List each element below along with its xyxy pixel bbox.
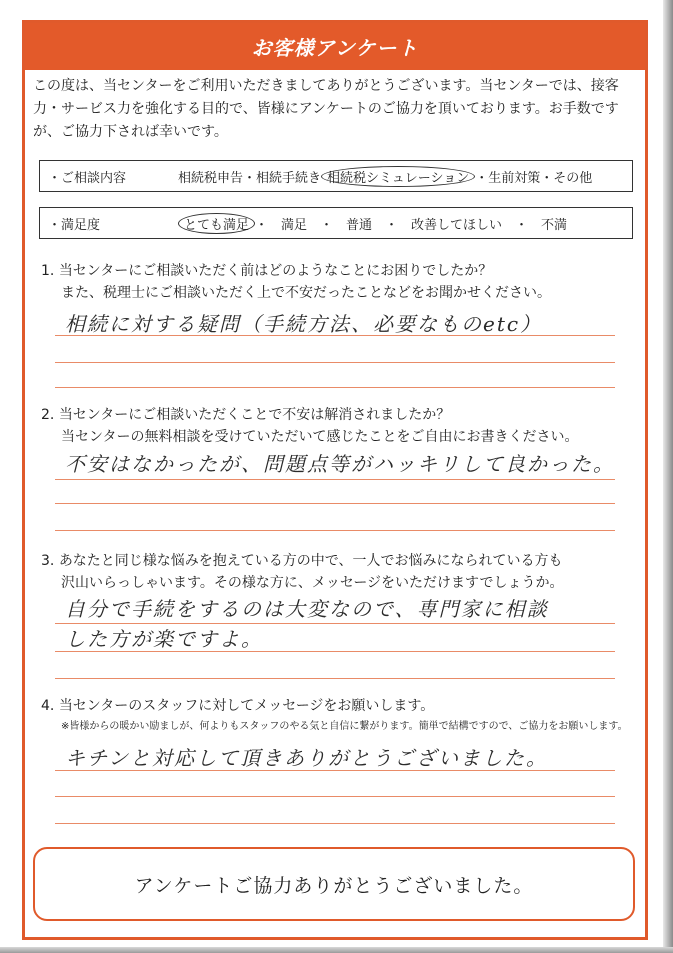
- satisfaction-selected: とても満足: [178, 213, 255, 234]
- answer-3-line-2: した方が楽ですよ。: [65, 627, 263, 651]
- consultation-label: ・ご相談内容: [48, 170, 127, 186]
- question-line: 当センターにご相談いただく前はどのようなことにお困りでしたか？: [58, 263, 493, 279]
- answer-rule: [55, 770, 615, 771]
- answer-rule: [55, 503, 615, 504]
- answer-rule: [55, 530, 615, 531]
- question-line: あなたと同じ様な悩みを抱えている方の中で、一人でお悩みになられている方も: [58, 553, 563, 569]
- question-2: [41, 404, 631, 448]
- question-number: 1.: [41, 263, 55, 279]
- question-line: 当センターにご相談いただくことで不安は解消されましたか？: [58, 407, 451, 423]
- question-4: [41, 695, 631, 717]
- page-edge-shadow: [663, 0, 673, 953]
- answer-rule: [55, 362, 615, 363]
- survey-form: [22, 20, 648, 940]
- page-edge-shadow: [0, 947, 673, 953]
- question-number: 3.: [41, 553, 55, 569]
- question-line: 当センターのスタッフに対してメッセージをお願いします。: [58, 698, 435, 714]
- question-line: 当センターの無料相談を受けていただいて感じたことをご自由にお書きください。: [61, 429, 579, 445]
- answer-rule: [55, 823, 615, 824]
- answer-rule: [55, 623, 615, 624]
- question-number: 2.: [41, 407, 55, 423]
- question-4-note: ※皆様からの暖かい励ましが、何よりもスタッフのやる気と自信に繋がります。簡単で結構ですので、ご協力をお願いします。: [61, 721, 628, 732]
- consultation-selected: 相続税シミュレーション: [321, 166, 475, 187]
- form-title: お客様アンケート: [25, 23, 645, 70]
- thank-you-text: アンケートご協力ありがとうございました。: [134, 874, 534, 897]
- answer-rule: [55, 678, 615, 679]
- answer-rule: [55, 796, 615, 797]
- thank-you-box: [33, 847, 635, 921]
- satisfaction-label: ・満足度: [48, 217, 101, 233]
- answer-3-line-1: 自分で手続をするのは大変なので、専門家に相談: [65, 597, 549, 621]
- intro-text: この度は、当センターをご利用いただきましてありがとうございます。当センターでは、接客力・サービス力を強化する目的で、皆様にアンケートのご協力を頂いております。お手数ですが、ご協力下されば幸いです。: [33, 78, 619, 140]
- consultation-option-after: ・生前対策・その他: [475, 170, 593, 186]
- answer-4-line-1: キチンと対応して頂きありがとうございました。: [65, 746, 548, 770]
- satisfaction-box: [39, 207, 633, 239]
- answer-2-line-1: 不安はなかったが、問題点等がハッキリして良かった。: [65, 452, 615, 476]
- answer-rule: [55, 335, 615, 336]
- question-number: 4.: [41, 698, 55, 714]
- answer-1-line-1: 相続に対する疑問（手続方法、必要なものetc）: [65, 312, 543, 336]
- answer-rule: [55, 387, 615, 388]
- answer-rule: [55, 479, 615, 480]
- question-line: 沢山いらっしゃいます。その様な方に、メッセージをいただけますでしょうか。: [61, 575, 564, 591]
- satisfaction-options: ・ 満足 ・ 普通 ・ 改善してほしい ・ 不満: [255, 217, 568, 233]
- answer-rule: [55, 651, 615, 652]
- consultation-option-before: 相続税申告・相続手続き: [178, 170, 322, 186]
- question-3: [41, 550, 631, 594]
- question-line: また、税理士にご相談いただく上で不安だったことなどをお聞かせください。: [61, 285, 551, 301]
- consultation-box: [39, 160, 633, 192]
- question-1: [41, 260, 631, 304]
